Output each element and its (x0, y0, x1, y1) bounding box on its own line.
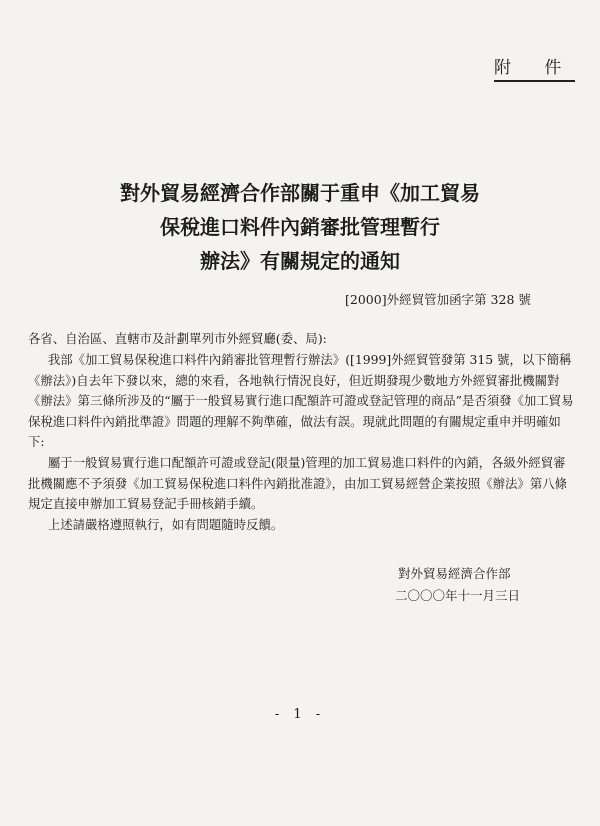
body-paragraph-2: 屬于一般貿易實行進口配額許可證或登記(限量)管理的加工貿易進口料件的內銷，各級外經貿審批機關應不予須發《加工貿易保稅進口料件內銷批准證》，由加工貿易經營企業按照《辦法》第八條規定直接申辦加工貿易登記手冊核銷手續。 (28, 454, 567, 512)
document-body (28, 350, 576, 535)
attachment-label: 附 件 (494, 58, 575, 82)
page-number: - 1 - (274, 707, 326, 722)
signature-org: 對外貿易經濟合作部 (398, 566, 511, 581)
title-line-2: 保稅進口料件內銷審批管理暫行 (160, 215, 440, 239)
body-paragraph-1: 我部《加工貿易保稅進口料件內銷審批管理暫行辦法》([1999]外經貿管發第 315 號，以下簡稱《辦法》)自去年下發以來，總的來看，各地執行情況良好，但近期發現少數地方外經貿審批機關對《辦法》第三條所涉及的“屬于一般貿易實行進口配額許可證或登記管理的商品”是否須發《加工貿易保稅進口料件內銷批準證》問題的理解不夠準確，做法有誤。現就此問題的有關規定重申并明確如下: (28, 352, 574, 450)
title-line-3: 辦法》有關規定的通知 (200, 249, 400, 273)
title-line-1: 對外貿易經濟合作部關于重申《加工貿易 (120, 181, 480, 205)
recipient-line: 各省、自治區、直轄市及計劃單列市外經貿廳(委、局): (28, 331, 327, 346)
document-number: [2000]外經貿管加函字第 328 號 (345, 292, 531, 307)
signature-date: 二〇〇〇年十一月三日 (395, 588, 521, 603)
body-paragraph-3: 上述請嚴格遵照執行，如有問題隨時反饋。 (47, 516, 284, 532)
